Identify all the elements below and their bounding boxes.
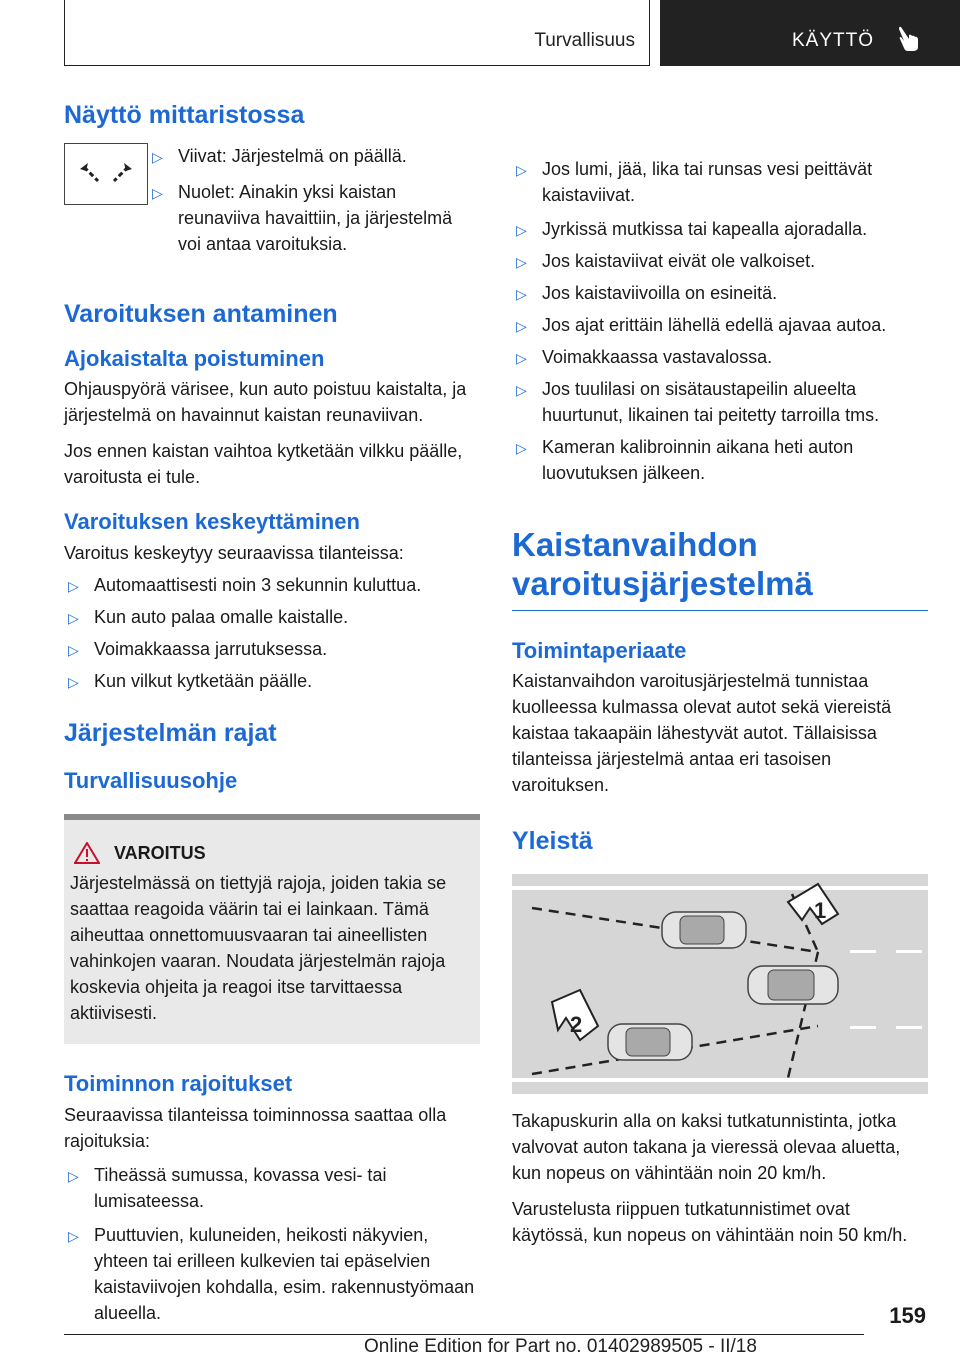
warning-heading: Varoituksen antaminen xyxy=(64,300,338,329)
figure-label-2: 2 xyxy=(570,1011,583,1037)
bullet-icon: ▷ xyxy=(68,673,79,690)
bullet-icon: ▷ xyxy=(68,577,79,594)
list-item: ▷ Jos kaistaviivat eivät ole valkoiset. xyxy=(512,248,928,274)
lane-paragraph-1: Ohjauspyörä värisee, kun auto poistuu kaistalta, ja järjestelmä on havainnut kaistan reunaviivan. xyxy=(64,379,467,425)
figure-label-1: 1 xyxy=(814,897,827,923)
list-item: ▷ Automaattisesti noin 3 sekunnin kuluttua. xyxy=(64,572,480,598)
pointing-hand-icon xyxy=(897,25,921,53)
list-item: ▷ Jos lumi, jää, lika tai runsas vesi peittävät kaistaviivat. xyxy=(516,159,873,205)
list-item: ▷ Puuttuvien, kuluneiden, heikosti näkyvien, yhteen tai erilleen kulkevien tai epäselvien kaistaviivojen kohdalla, esim. rakennustyömaan alueella. xyxy=(68,1224,475,1323)
warning-title-row xyxy=(74,842,468,864)
lane-arrows-icon xyxy=(76,159,136,189)
list-item: ▷ Jos kaistaviivoilla on esineitä. xyxy=(512,280,928,306)
bullet-icon: ▷ xyxy=(516,254,527,270)
header-chapter-box xyxy=(660,0,960,66)
list-item: ▷ Jos ajat erittäin lähellä edellä ajavaa autoa. xyxy=(512,312,928,338)
display-heading: Näyttö mittaristossa xyxy=(64,101,305,129)
warning-text: Järjestelmässä on tiettyjä rajoja, joiden takia se saattaa reagoida väärin tai ei lainkaan. Tämä aiheuttaa onnettomuusvaaran tai aineellisten vahinkojen vaaran. Noudata järjestelmän rajoja koskevia ohjeita ja reagoi itse tarvittaessa aktiivisesti. xyxy=(70,873,447,1024)
restrictions-intro: Seuraavissa tilanteissa toiminnossa saattaa olla rajoituksia: xyxy=(64,1104,447,1151)
bullet-icon: ▷ xyxy=(516,382,527,398)
general-paragraph-1: Takapuskurin alla on kaksi tutkatunnistinta, jotka valvovat auton takana ja vieressä olevaa aluetta, kun nopeus on vähintään noin 20 km/h. xyxy=(512,1110,901,1183)
list-item: ▷ Jyrkissä mutkissa tai kapealla ajoradalla. xyxy=(512,216,928,242)
blind-spot-figure xyxy=(512,874,928,1094)
list-item: ▷ Tiheässä sumussa, kovassa vesi- tai lumisateessa. xyxy=(68,1164,387,1211)
lane-line-symbol xyxy=(64,143,148,205)
footer-rule xyxy=(64,1334,864,1335)
restrictions-list-continued xyxy=(512,156,928,486)
interrupt-heading: Varoituksen keskeyttäminen xyxy=(64,509,360,534)
list-item: ▷ Voimakkaassa vastavalossa. xyxy=(512,344,928,370)
footer-edition: Online Edition for Part no. 01402989505 - II/18 xyxy=(364,1336,757,1357)
list-item: ▷ Nuolet: Ainakin yksi kaistan reunaviiva havaittiin, ja järjestelmä voi antaa varoituksia. xyxy=(152,182,453,255)
display-symbol-row xyxy=(64,143,480,257)
interrupt-list xyxy=(64,572,480,694)
restrictions-list xyxy=(64,1162,480,1326)
right-column xyxy=(512,100,928,1248)
general-heading: Yleistä xyxy=(512,827,593,856)
page-number: 159 xyxy=(889,1303,926,1328)
list-item: ▷ Kameran kalibroinnin aikana heti auton luovutuksen jälkeen. xyxy=(516,437,854,483)
interrupt-intro: Varoitus keskeytyy seuraavissa tilanteissa: xyxy=(64,542,404,563)
bullet-icon: ▷ xyxy=(516,162,527,178)
lane-paragraph-2: Jos ennen kaistan vaihtoa kytketään vilkku päälle, varoitusta ei tule. xyxy=(64,441,463,487)
warning-box xyxy=(64,814,480,1044)
principle-text: Kaistanvaihdon varoitusjärjestelmä tunnistaa kuolleessa kulmassa olevat autot sekä viereistä kaistaa takaapäin lähestyvät autot. Tällaisissa tilanteissa järjestelmä antaa eri tasoisen varoituksen. xyxy=(512,671,892,796)
bullet-icon: ▷ xyxy=(68,641,79,658)
header-section-title: Turvallisuus xyxy=(534,30,635,51)
bullet-icon: ▷ xyxy=(516,440,527,456)
list-item: ▷ Kun auto palaa omalle kaistalle. xyxy=(64,604,480,630)
bullet-icon: ▷ xyxy=(516,222,527,238)
left-column xyxy=(64,100,480,1326)
bullet-icon: ▷ xyxy=(152,149,163,166)
warning-triangle-icon xyxy=(74,842,100,864)
list-item: ▷ Viivat: Järjestelmä on päällä. xyxy=(148,143,480,169)
list-item: ▷ Jos tuulilasi on sisätaustapeilin alueelta huurtunut, likainen tai peitetty tarroilla tms. xyxy=(516,379,880,425)
bullet-icon: ▷ xyxy=(68,609,79,626)
list-item: ▷ Voimakkaassa jarrutuksessa. xyxy=(64,636,480,662)
display-list xyxy=(148,143,480,257)
bullet-icon: ▷ xyxy=(516,318,527,334)
bullet-icon: ▷ xyxy=(68,1227,79,1244)
header-section-box xyxy=(64,0,650,66)
chapter-rule xyxy=(512,610,928,611)
limits-heading: Järjestelmän rajat xyxy=(64,718,277,747)
road-illustration xyxy=(512,874,928,1094)
bullet-icon: ▷ xyxy=(152,185,163,202)
header-chapter-title: KÄYTTÖ xyxy=(792,30,875,51)
bullet-icon: ▷ xyxy=(516,350,527,366)
restrictions-heading: Toiminnon rajoitukset xyxy=(64,1071,293,1097)
bullet-icon: ▷ xyxy=(68,1167,79,1184)
principle-heading: Toimintaperiaate xyxy=(512,637,687,663)
general-paragraph-2: Varustelusta riippuen tutkatunnistimet ovat käytössä, kun nopeus on vähintään noin 50 km/h. xyxy=(512,1198,908,1245)
lane-departure-heading: Ajokaistalta poistuminen xyxy=(64,345,325,371)
chapter-title: Kaistanvaihdon varoitusjärjestelmä xyxy=(512,526,813,602)
warning-title: VAROITUS xyxy=(114,842,206,863)
bullet-icon: ▷ xyxy=(516,286,527,302)
list-item: ▷ Kun vilkut kytketään päälle. xyxy=(64,668,480,694)
safety-heading: Turvallisuusohje xyxy=(64,767,238,793)
